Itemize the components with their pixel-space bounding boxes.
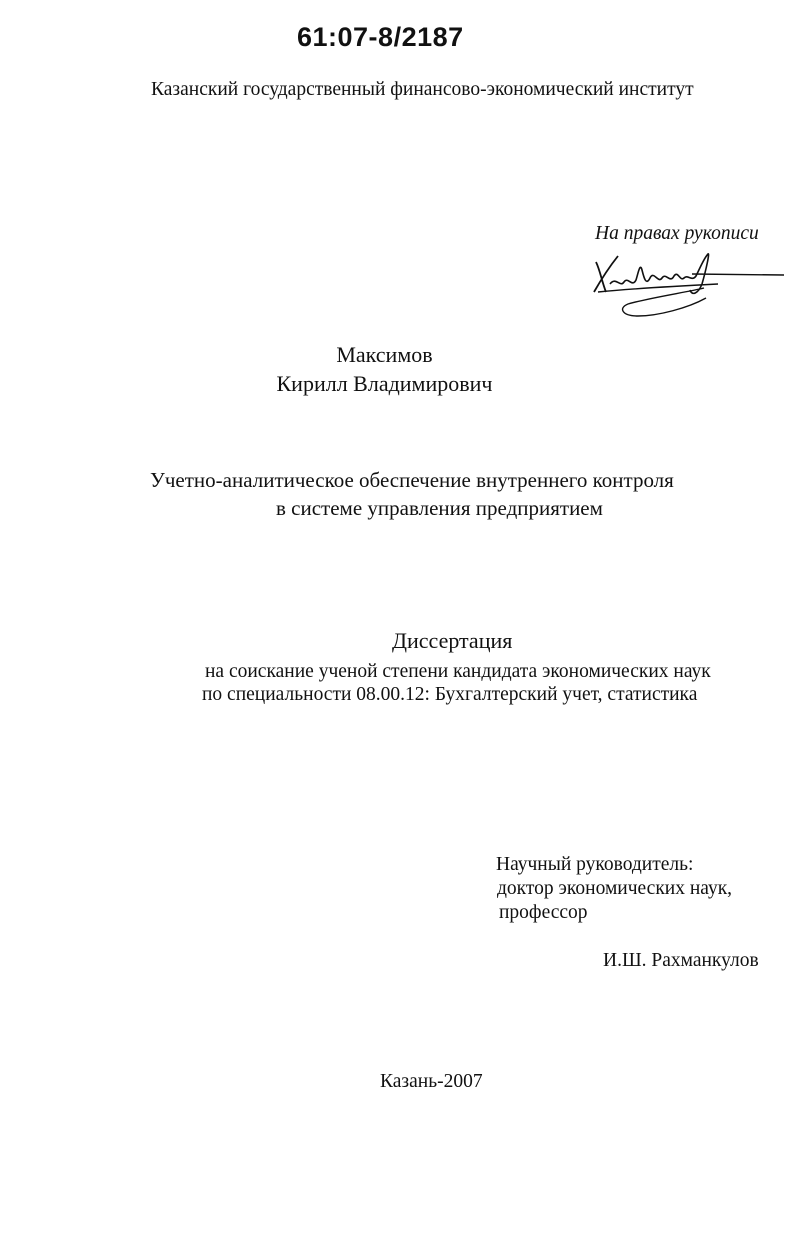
author-signature: [588, 248, 784, 320]
dissertation-heading: Диссертация: [392, 628, 513, 653]
institute-name: Казанский государственный финансово-экономический институт: [151, 79, 694, 100]
author-name: Кирилл Владимирович: [276, 371, 493, 396]
degree-line: на соискание ученой степени кандидата экономических наук: [205, 661, 711, 682]
specialty-line: по специальности 08.00.12: Бухгалтерский учет, статистика: [202, 684, 698, 705]
catalog-number: 61:07-8/2187: [297, 22, 464, 52]
manuscript-rights-label: На правах рукописи: [595, 223, 759, 244]
supervisor-name: И.Ш. Рахманкулов: [603, 950, 759, 971]
dissertation-title-line-2: в системе управления предприятием: [276, 496, 603, 520]
supervisor-label: Научный руководитель:: [496, 854, 694, 875]
city-year: Казань-2007: [380, 1071, 483, 1092]
supervisor-rank: профессор: [499, 902, 588, 923]
dissertation-title-line-1: Учетно-аналитическое обеспечение внутреннего контроля: [150, 468, 674, 492]
supervisor-degree: доктор экономических наук,: [497, 878, 733, 899]
author-surname: Максимов: [336, 342, 433, 367]
